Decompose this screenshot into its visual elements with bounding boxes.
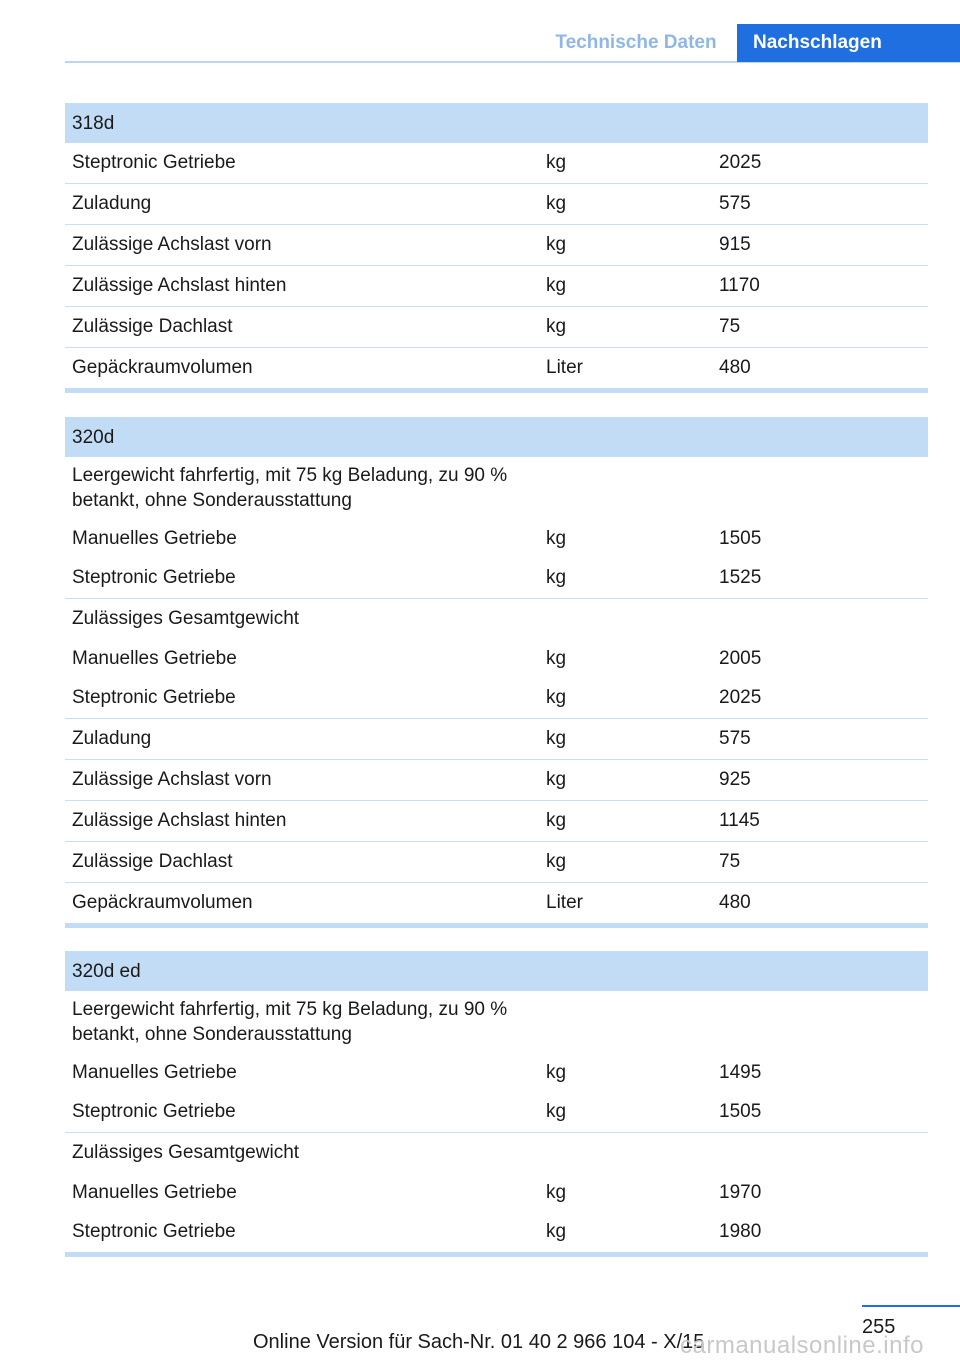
- table-row: [65, 519, 928, 558]
- row-value: 2025: [719, 152, 762, 173]
- row-unit: kg: [546, 193, 567, 214]
- table-row: [65, 1092, 928, 1133]
- row-value: 1170: [719, 275, 760, 296]
- watermark: carmanualsonline.info: [680, 1332, 924, 1359]
- table-title: 318d: [65, 103, 928, 143]
- table-row: [65, 457, 928, 519]
- spec-table-318d: [65, 103, 928, 393]
- row-value: 2005: [719, 648, 762, 669]
- tab-nachschlagen[interactable]: Nachschlagen: [737, 24, 960, 62]
- table-row: [65, 225, 928, 266]
- table-row: [65, 1173, 928, 1212]
- row-value: 1970: [719, 1182, 762, 1203]
- row-unit: kg: [546, 851, 567, 872]
- row-label: Zulässiges Gesamtgewicht: [72, 608, 300, 629]
- row-value: 2025: [719, 687, 762, 708]
- tab-technische-daten[interactable]: Technische Daten: [555, 32, 717, 53]
- row-value: 1980: [719, 1221, 762, 1242]
- row-unit: Liter: [546, 357, 583, 378]
- row-unit: kg: [546, 528, 567, 549]
- table-row: [65, 1133, 928, 1173]
- row-label: Zulässige Achslast vorn: [72, 769, 272, 790]
- row-label: Manuelles Getriebe: [72, 528, 237, 549]
- row-label: Leergewicht fahrfertig, mit 75 kg Beladung, zu 90 % betankt, ohne Sonderausstattung: [72, 999, 508, 1045]
- row-value: 925: [719, 769, 751, 790]
- row-unit: kg: [546, 769, 567, 790]
- row-label: Leergewicht fahrfertig, mit 75 kg Beladung, zu 90 % betankt, ohne Sonderausstattung: [72, 465, 508, 511]
- row-unit: kg: [546, 567, 567, 588]
- row-unit: kg: [546, 1101, 567, 1122]
- row-label: Steptronic Getriebe: [72, 152, 236, 173]
- row-label: Zulässige Achslast vorn: [72, 234, 272, 255]
- row-value: 75: [719, 851, 741, 872]
- table-row: [65, 558, 928, 599]
- row-value: 480: [719, 357, 751, 378]
- row-unit: kg: [546, 316, 567, 337]
- table-end-bar: [65, 388, 928, 393]
- row-label: Manuelles Getriebe: [72, 648, 237, 669]
- row-unit: kg: [546, 152, 567, 173]
- row-value: 480: [719, 892, 751, 913]
- row-value: 575: [719, 193, 751, 214]
- table-row: [65, 1053, 928, 1092]
- row-label: Zulässige Dachlast: [72, 851, 233, 872]
- row-label: Steptronic Getriebe: [72, 687, 236, 708]
- row-label: Zulässige Achslast hinten: [72, 810, 287, 831]
- row-value: 915: [719, 234, 751, 255]
- row-label: Zulässiges Gesamtgewicht: [72, 1142, 300, 1163]
- table-title: 320d: [65, 417, 928, 457]
- table-row: [65, 1212, 928, 1252]
- row-unit: kg: [546, 1221, 567, 1242]
- table-row: [65, 266, 928, 307]
- row-value: 75: [719, 316, 741, 337]
- table-row: [65, 678, 928, 719]
- row-label: Steptronic Getriebe: [72, 1221, 236, 1242]
- table-row: [65, 760, 928, 801]
- table-row: [65, 348, 928, 388]
- spec-table-320d-ed: [65, 951, 928, 1257]
- row-label: Manuelles Getriebe: [72, 1062, 237, 1083]
- spec-table-320d: [65, 417, 928, 928]
- table-row: [65, 307, 928, 348]
- page-number: 255: [862, 1316, 896, 1338]
- row-value: 575: [719, 728, 751, 749]
- table-row: [65, 719, 928, 760]
- row-unit: kg: [546, 1062, 567, 1083]
- row-unit: kg: [546, 275, 567, 296]
- row-unit: kg: [546, 687, 567, 708]
- table-end-bar: [65, 923, 928, 928]
- table-row: [65, 184, 928, 225]
- row-value: 1495: [719, 1062, 762, 1083]
- row-label: Gepäckraumvolumen: [72, 357, 253, 378]
- row-label: Zuladung: [72, 193, 152, 214]
- page-number-rule: [862, 1305, 960, 1307]
- table-title: 320d ed: [65, 951, 928, 991]
- table-row: [65, 842, 928, 883]
- table-row: [65, 639, 928, 678]
- row-label: Zulässige Dachlast: [72, 316, 233, 337]
- row-unit: kg: [546, 810, 567, 831]
- row-value: 1525: [719, 567, 762, 588]
- row-value: 1145: [719, 810, 760, 831]
- table-row: [65, 801, 928, 842]
- row-value: 1505: [719, 1101, 762, 1122]
- row-label: Gepäckraumvolumen: [72, 892, 253, 913]
- table-row: [65, 991, 928, 1053]
- row-label: Zulässige Achslast hinten: [72, 275, 287, 296]
- table-row: [65, 143, 928, 184]
- table-end-bar: [65, 1252, 928, 1257]
- row-label: Steptronic Getriebe: [72, 567, 236, 588]
- row-unit: kg: [546, 1182, 567, 1203]
- row-label: Steptronic Getriebe: [72, 1101, 236, 1122]
- row-unit: kg: [546, 728, 567, 749]
- footer-version-text: Online Version für Sach-Nr. 01 40 2 966 104 - X/15: [253, 1331, 705, 1353]
- row-label: Manuelles Getriebe: [72, 1182, 237, 1203]
- row-label: Zuladung: [72, 728, 152, 749]
- row-unit: kg: [546, 234, 567, 255]
- table-row: [65, 883, 928, 923]
- row-unit: Liter: [546, 892, 583, 913]
- table-row: [65, 599, 928, 639]
- row-value: 1505: [719, 528, 762, 549]
- row-unit: kg: [546, 648, 567, 669]
